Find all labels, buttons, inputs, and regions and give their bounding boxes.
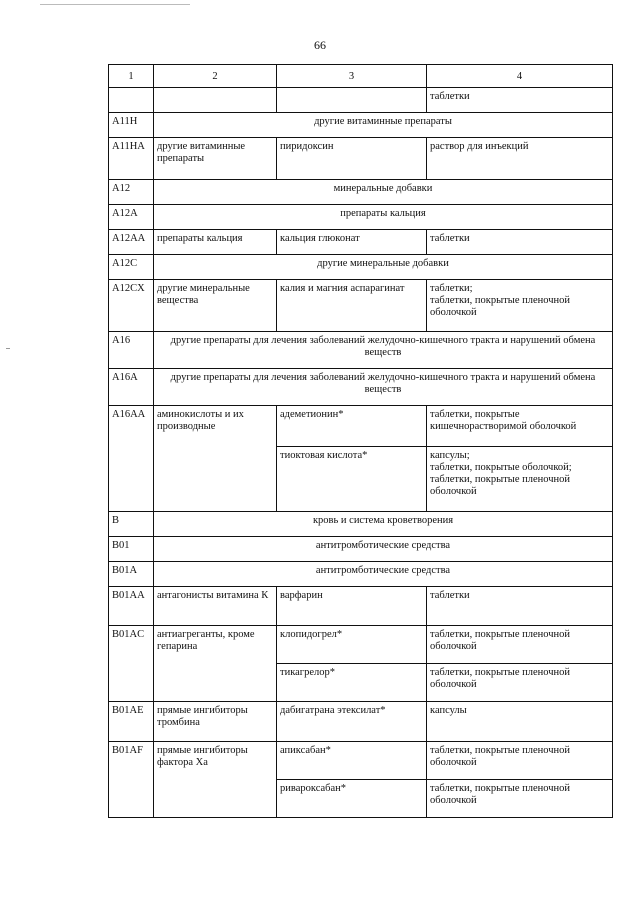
drug-table bbox=[108, 64, 613, 818]
group-cell: другие витаминные препараты bbox=[154, 138, 277, 180]
form-line: капсулы bbox=[430, 705, 467, 716]
atc-code-cell: A16 bbox=[109, 332, 154, 369]
atc-code-cell: A16A bbox=[109, 369, 154, 406]
atc-code-cell: A11H bbox=[109, 113, 154, 138]
atc-code-cell: A12 bbox=[109, 180, 154, 205]
form-line: таблетки, покрытые оболочкой; bbox=[430, 462, 572, 473]
table-row bbox=[109, 88, 613, 113]
group-cell: антиагреганты, кроме гепарина bbox=[154, 626, 277, 702]
table-row bbox=[109, 332, 613, 369]
form-cell bbox=[427, 780, 613, 818]
section-title-cell: другие препараты для лечения заболеваний желудочно-кишечного тракта и нарушений обмена веществ bbox=[154, 369, 613, 406]
atc-code-cell: B bbox=[109, 512, 154, 537]
table-row bbox=[109, 369, 613, 406]
form-cell bbox=[427, 406, 613, 447]
table-row bbox=[109, 138, 613, 180]
drug-cell: дабигатрана этексилат* bbox=[277, 702, 427, 742]
drug-cell: тикагрелор* bbox=[277, 664, 427, 702]
section-title-cell: другие препараты для лечения заболеваний желудочно-кишечного тракта и нарушений обмена веществ bbox=[154, 332, 613, 369]
form-line: раствор для инъекций bbox=[430, 141, 529, 152]
section-title-cell: минеральные добавки bbox=[154, 180, 613, 205]
atc-code-cell: A12A bbox=[109, 205, 154, 230]
table-row bbox=[109, 702, 613, 742]
form-line: таблетки bbox=[430, 91, 470, 102]
form-cell bbox=[427, 702, 613, 742]
form-line: таблетки, покрытые пленочной оболочкой bbox=[430, 783, 571, 806]
atc-code-cell: B01AE bbox=[109, 702, 154, 742]
form-line: капсулы; bbox=[430, 450, 470, 461]
table-row bbox=[109, 280, 613, 332]
group-cell: прямые ингибиторы фактора Ха bbox=[154, 742, 277, 818]
section-title-cell: антитромботические средства bbox=[154, 537, 613, 562]
table-row bbox=[109, 512, 613, 537]
table-row bbox=[109, 587, 613, 626]
atc-code-cell: A12C bbox=[109, 255, 154, 280]
form-cell bbox=[427, 587, 613, 626]
section-title-cell: кровь и система кроветворения bbox=[154, 512, 613, 537]
atc-code-cell: B01 bbox=[109, 537, 154, 562]
form-cell bbox=[427, 742, 613, 780]
atc-code-cell: A12CX bbox=[109, 280, 154, 332]
group-cell: прямые ингибиторы тромбина bbox=[154, 702, 277, 742]
scan-artifact-line bbox=[40, 4, 190, 5]
section-title-cell: другие витаминные препараты bbox=[154, 113, 613, 138]
header-cell: 1 bbox=[109, 65, 154, 88]
table-row bbox=[109, 537, 613, 562]
form-cell bbox=[427, 447, 613, 512]
form-cell bbox=[427, 88, 613, 113]
drug-cell: калия и магния аспарагинат bbox=[277, 280, 427, 332]
table-row bbox=[109, 626, 613, 664]
group-cell: препараты кальция bbox=[154, 230, 277, 255]
atc-code-cell: B01AC bbox=[109, 626, 154, 702]
form-line: таблетки, покрытые пленочной оболочкой bbox=[430, 295, 571, 318]
header-cell: 3 bbox=[277, 65, 427, 88]
table-row bbox=[109, 742, 613, 780]
table-row bbox=[109, 180, 613, 205]
drug-cell: кальция глюконат bbox=[277, 230, 427, 255]
page-number: 66 bbox=[314, 38, 326, 52]
header-cell: 2 bbox=[154, 65, 277, 88]
form-line: таблетки, покрытые пленочной оболочкой bbox=[430, 745, 571, 768]
form-line: таблетки, покрытые кишечнорастворимой оболочкой bbox=[430, 409, 577, 432]
form-line: таблетки bbox=[430, 233, 470, 244]
section-title-cell: препараты кальция bbox=[154, 205, 613, 230]
atc-code-cell: B01AA bbox=[109, 587, 154, 626]
form-cell bbox=[427, 626, 613, 664]
section-title-cell: антитромботические средства bbox=[154, 562, 613, 587]
drug-cell: тиоктовая кислота* bbox=[277, 447, 427, 512]
form-cell bbox=[427, 280, 613, 332]
drug-cell: варфарин bbox=[277, 587, 427, 626]
drug-cell: клопидогрел* bbox=[277, 626, 427, 664]
table-header-row bbox=[109, 65, 613, 88]
table-row bbox=[109, 230, 613, 255]
header-cell: 4 bbox=[427, 65, 613, 88]
drug-cell bbox=[277, 88, 427, 113]
group-cell: другие минеральные вещества bbox=[154, 280, 277, 332]
atc-code-cell: B01AF bbox=[109, 742, 154, 818]
form-line: таблетки bbox=[430, 590, 470, 601]
form-line: таблетки, покрытые пленочной оболочкой bbox=[430, 629, 571, 652]
form-line: таблетки, покрытые пленочной оболочкой bbox=[430, 474, 571, 497]
drug-cell: адеметионин* bbox=[277, 406, 427, 447]
table-row bbox=[109, 255, 613, 280]
drug-cell: пиридоксин bbox=[277, 138, 427, 180]
table-row bbox=[109, 113, 613, 138]
drug-cell: апиксабан* bbox=[277, 742, 427, 780]
atc-code-cell: A12AA bbox=[109, 230, 154, 255]
atc-code-cell bbox=[109, 88, 154, 113]
atc-code-cell: A16AA bbox=[109, 406, 154, 512]
form-line: таблетки, покрытые пленочной оболочкой bbox=[430, 667, 571, 690]
drug-cell: ривароксабан* bbox=[277, 780, 427, 818]
form-cell bbox=[427, 664, 613, 702]
table-row bbox=[109, 406, 613, 447]
scan-artifact-tick bbox=[6, 348, 10, 349]
table-row bbox=[109, 205, 613, 230]
group-cell bbox=[154, 88, 277, 113]
group-cell: аминокислоты и их производные bbox=[154, 406, 277, 512]
section-title-cell: другие минеральные добавки bbox=[154, 255, 613, 280]
table-row bbox=[109, 562, 613, 587]
form-cell bbox=[427, 138, 613, 180]
atc-code-cell: B01A bbox=[109, 562, 154, 587]
form-cell bbox=[427, 230, 613, 255]
group-cell: антагонисты витамина К bbox=[154, 587, 277, 626]
atc-code-cell: A11HA bbox=[109, 138, 154, 180]
form-line: таблетки; bbox=[430, 283, 473, 294]
